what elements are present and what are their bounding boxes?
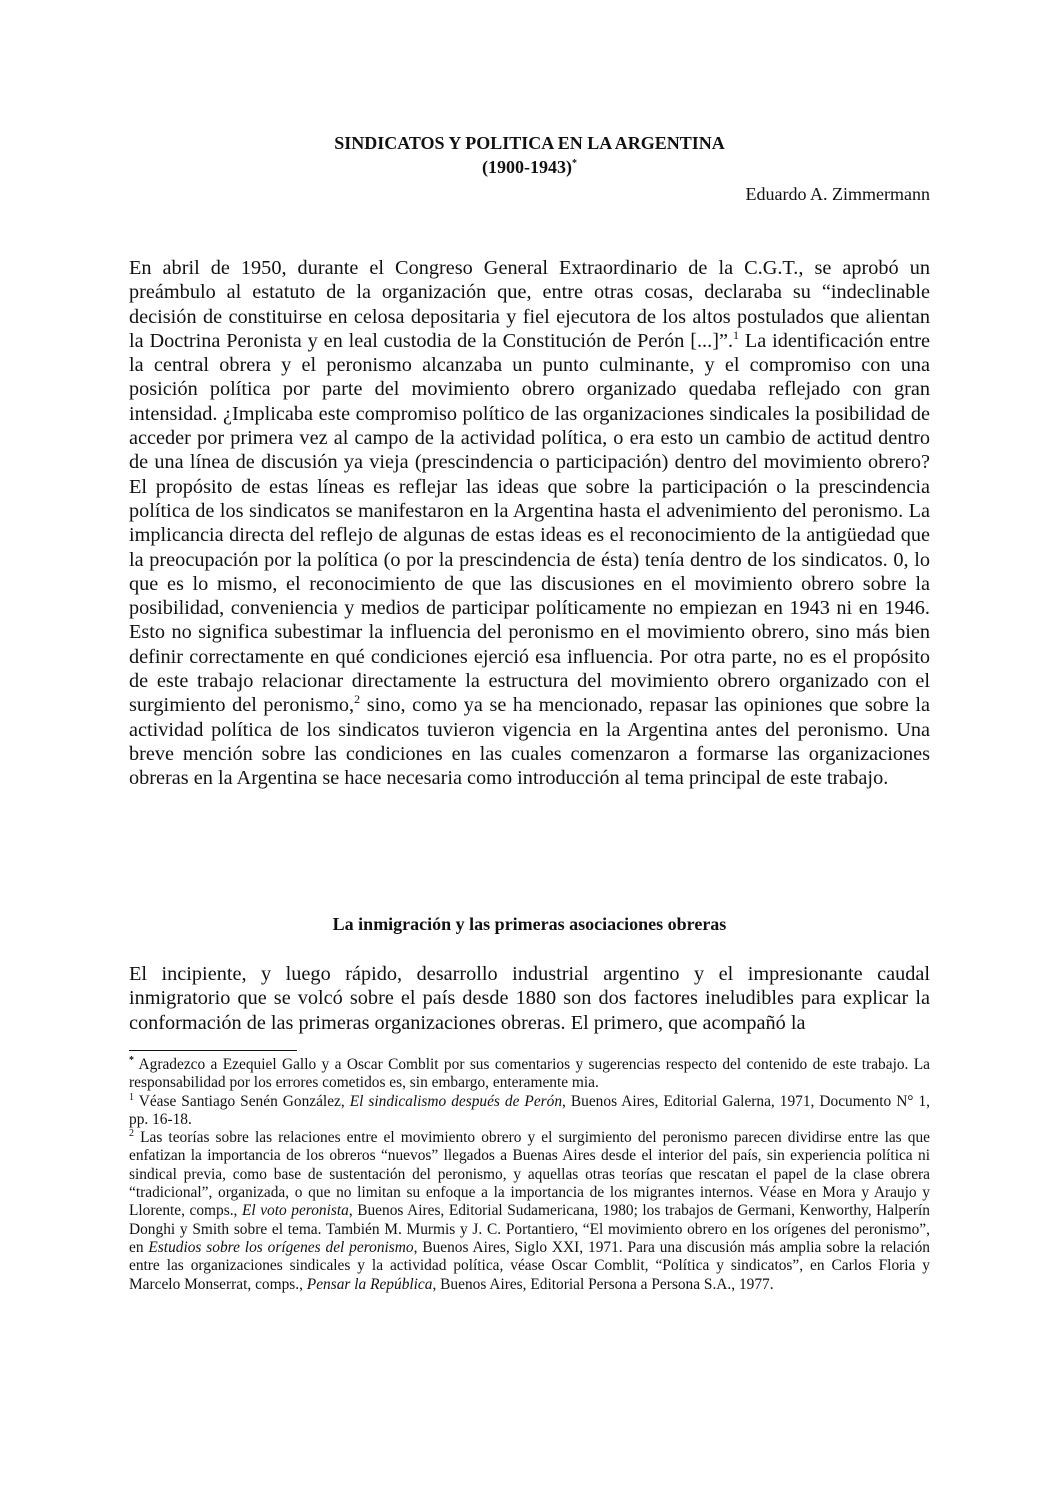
footnote-ref-1[interactable]: 1 (733, 328, 740, 343)
document-title: SINDICATOS Y POLITICA EN LA ARGENTINA (334, 133, 725, 153)
book-title: Pensar la República (306, 1275, 433, 1293)
footnote-marker: * (129, 1054, 134, 1066)
book-title: Estudios sobre los orígenes del peronismo (148, 1238, 414, 1256)
footnote-text: Agradezco a Ezequiel Gallo y a Oscar Comblit por sus comentarios y sugerencias respecto del contenido de este trabajo. La responsabilidad por los errores cometidos es, sin embargo, enteramente mia. (129, 1056, 930, 1092)
footnote-separator (129, 1050, 297, 1051)
footnote-text: Véase Santiago Senén González, (134, 1092, 350, 1110)
section-paragraph: El incipiente, y luego rápido, desarrollo industrial argentino y el impresionante caudal inmigratorio que se volcó sobre el país desde 1880 son dos factores ineludibles para explicar la conformación de las primeras organizaciones obreras. El primero, que acompañó la (129, 963, 930, 1034)
footnote-marker: 2 (129, 1128, 134, 1140)
document-subtitle (129, 155, 930, 179)
footnote-marker: 1 (129, 1091, 134, 1103)
footnote-ref-star[interactable]: * (571, 158, 577, 169)
intro-paragraph (129, 256, 930, 791)
section-heading: La inmigración y las primeras asociaciones obreras (332, 914, 727, 934)
footnote-text: , Buenos Aires, Siglo XXI, 1971. Para una discusión más amplia sobre la relación entre las organizaciones sindicales y la actividad política, véase Oscar Comblit, “Política y sindicatos”, en Carlos Floria y Marcelo Monserrat, comps., (129, 1238, 930, 1293)
paragraph-text: En abril de 1950, durante el Congreso General Extraordinario de la C.G.T., se aprobó un preámbulo al estatuto de la organización que, entre otras cosas, declaraba su “indeclinable decisión de constituirse en celosa depositaria y fiel ejecutora de los altos postulados que alientan la Doctrina Peronista y en leal custodia de la Constitución de Perón [...]”. (129, 257, 930, 352)
book-title: El voto peronista (241, 1202, 349, 1220)
subtitle-dates: (1900-1943) (482, 157, 572, 177)
paragraph-text: sino, como ya se ha mencionado, repasar las opiniones que sobre la actividad política de los sindicatos tuvieron vigencia en la Argentina antes del peronismo. Una breve mención sobre las condiciones en las cuales comenzaron a formarse las organizaciones obreras en la Argentina se hace necesaria como introducción al tema principal de este trabajo. (129, 694, 930, 790)
book-title: El sindicalismo después de Perón (349, 1092, 563, 1110)
footnote-1 (129, 1093, 930, 1130)
footnote-2 (129, 1129, 930, 1294)
footnote-star (129, 1056, 930, 1093)
footnotes (129, 1056, 930, 1294)
footnote-text: , Buenos Aires, Editorial Galerna, 1971, Documento N° 1, pp. 16-18. (129, 1092, 930, 1128)
footnote-text: , Buenos Aires, Editorial Sudamericana, 1980; los trabajos de Germani, Kenworthy, Halperín Donghi y Smith sobre el tema. También M. Murmis y J. C. Portantiero, “El movimiento obrero en los orígenes del peronismo”, en (129, 1202, 930, 1256)
footnote-ref-2[interactable]: 2 (354, 692, 361, 707)
author-name: Eduardo A. Zimmermann (745, 184, 930, 204)
footnote-text: , Buenos Aires, Editorial Persona a Persona S.A., 1977. (432, 1275, 774, 1293)
footnote-text: Las teorías sobre las relaciones entre el movimiento obrero y el surgimiento del peronismo parecen dividirse entre las que enfatizan la importancia de los obreros “nuevos” llegados a Buenas Aires desde el interior del país, sin experiencia política ni sindical previa, como base de sustentación del peronismo, y aquellas otras teorías que rescatan el papel de la clase obrera “tradicional”, organizada, o que no limitan su enfoque a la importancia de los migrantes internos. Véase en Mora y Araujo y Llorente, comps., (129, 1129, 930, 1220)
paragraph-text: La identificación entre la central obrera y el peronismo alcanzaba un punto culminante, y el compromiso con una posición política por parte del movimiento obrero organizado quedaba reflejado con gran intensidad. ¿Implicaba este compromiso político de las organizaciones sindicales la posibilidad de acceder por primera vez al campo de la actividad política, o era esto un cambio de actitud dentro de una línea de discusión ya vieja (prescindencia o participación) dentro del movimiento obrero? El propósito de estas líneas es reflejar las ideas que sobre la participación o la prescindencia política de los sindicatos se manifestaron en la Argentina hasta el advenimiento del peronismo. La implicancia directa del reflejo de algunas de estas ideas es el reconocimiento de la antigüedad que la preocupación por la política (o por la prescindencia de ésta) tenía dentro de los sindicatos. 0, lo que es lo mismo, el reconocimiento de que las discusiones en el movimiento obrero sobre la posibilidad, conveniencia y medios de participar políticamente no empiezan en 1943 ni en 1946. Esto no significa subestimar la influencia del peronismo en el movimiento obrero, sino más bien definir correctamente en qué condiciones ejerció esa influencia. Por otra parte, no es el propósito de este trabajo relacionar directamente la estructura del movimiento obrero organizado con el surgimiento del peronismo, (129, 329, 930, 717)
